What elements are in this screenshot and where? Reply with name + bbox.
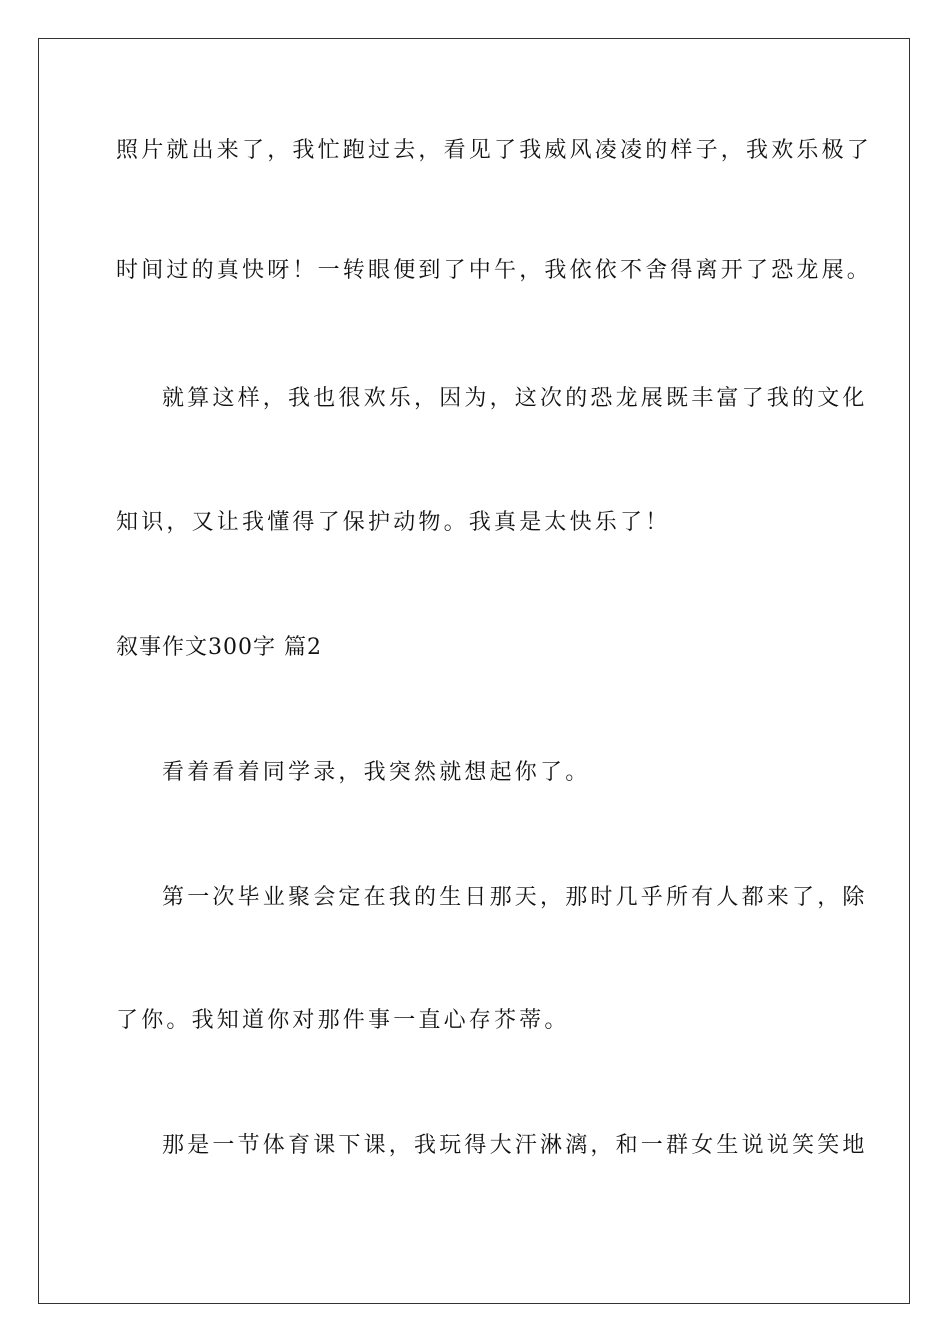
paragraph-line: 了你。我知道你对那件事一直心存芥蒂。 [116, 1008, 570, 1033]
paragraph-line: 照片就出来了，我忙跑过去，看见了我威风凌凌的样子，我欢乐极了 [116, 138, 873, 163]
section-heading: 叙事作文300字 篇2 [116, 635, 322, 660]
paragraph-line: 知识，又让我懂得了保护动物。我真是太快乐了！ [116, 510, 671, 535]
paragraph-line: 那是一节体育课下课，我玩得大汗淋漓，和一群女生说说笑笑地 [162, 1133, 868, 1158]
paragraph-line: 第一次毕业聚会定在我的生日那天，那时几乎所有人都来了，除 [162, 885, 868, 910]
paragraph-line: 看着看着同学录，我突然就想起你了。 [162, 760, 591, 785]
paragraph-line: 时间过的真快呀！一转眼便到了中午，我依依不舍得离开了恐龙展。 [116, 258, 873, 283]
paragraph-line: 就算这样，我也很欢乐，因为，这次的恐龙展既丰富了我的文化 [162, 386, 868, 411]
page-border [38, 38, 910, 1304]
